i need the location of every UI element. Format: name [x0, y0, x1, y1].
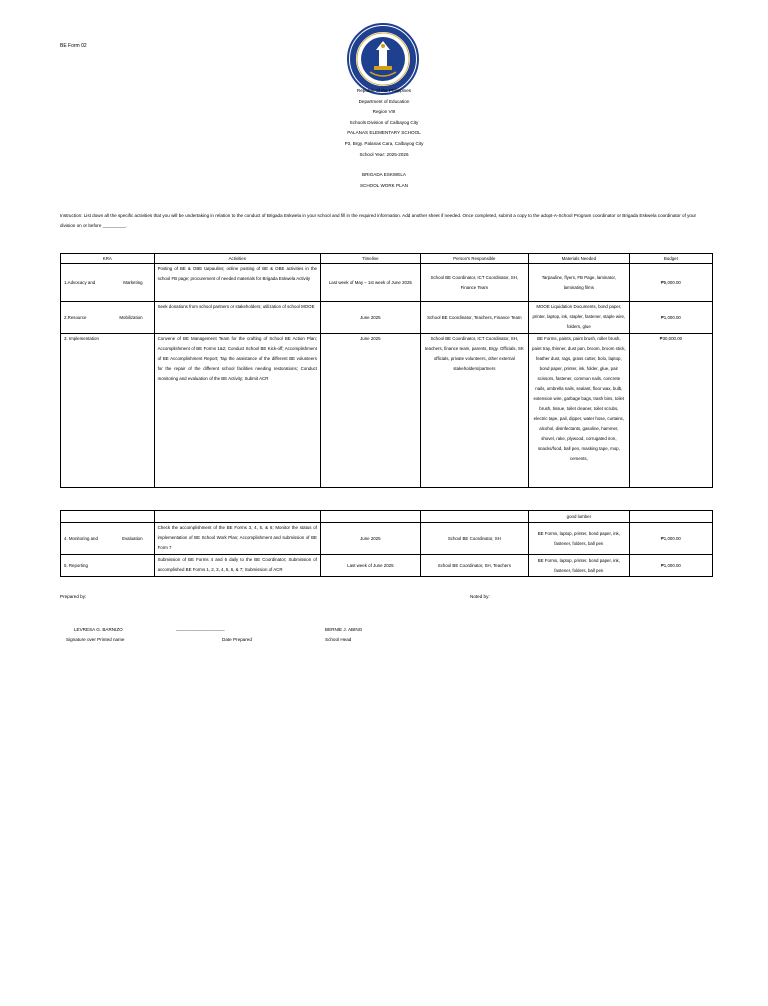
title-work-plan: SCHOOL WORK PLAN	[359, 182, 409, 188]
header-timeline: Timeline	[320, 254, 420, 264]
budget-cell: ₱5,000.00	[629, 264, 712, 302]
table-header-row	[61, 254, 713, 264]
table-row	[61, 334, 713, 488]
materials-cell: BE Forms, laptop, printer, bond paper, ink, fastener, folders, ball pen	[528, 523, 629, 555]
timeline-cell: Last week of June 2025	[320, 555, 420, 577]
table-row	[61, 264, 713, 302]
persons-cell: School BE Coordinator, ICT Coordinator, SH, Finance Team	[420, 264, 528, 302]
materials-cell: BE Forms, paints, paint brush, roller brush, paint tray, thinner, dust pan, broom, broom stick, feather dust, rags, grass cutter, bolo, laptop, bond paper, printer, ink, folder, glue, pair scissors, fastener, common nails, concrete nails, umbrella nails, sealant, floor wax, bulb, extension wire, garbage bags, trash bins, toilet brush, tissue, toilet cleaner, toilet scrubs, electric tape, pail, dipper, water hose, curtains, alcohol, disinfectants, gasoline, hammer, shovel, rake, plywood, corrugated iron, snacks/food, ball pen, masking tape, mop, cements,	[528, 334, 629, 488]
header-activities: Activities	[154, 254, 320, 264]
prepared-by-label: Prepared by:	[60, 594, 87, 599]
budget-cell: ₱1,000.00	[629, 302, 712, 334]
persons-cell: School BE Coordinator, ICT Coordinator, SH, teachers, finance team, parents, Brgy. Officials, SK officials, private volunteers, other external stakeholders/partners	[420, 334, 528, 488]
kra-cell: 5. Reporting	[61, 555, 155, 577]
kra-label-2: Evaluation	[122, 535, 143, 541]
date-caption: Date Prepared	[222, 637, 252, 642]
budget-cell: ₱30,000.00	[629, 334, 712, 488]
kra-label: 4. Monitoring and	[64, 535, 98, 541]
table-row	[61, 511, 713, 523]
header-line-address: P3, Brgy. Palanas Cara, Calbayog City	[344, 140, 424, 146]
activities-cell: Seek donations from school partners or stakeholders; utilization of school MOOE	[154, 302, 320, 334]
budget-cell: ₱1,000.00	[629, 555, 712, 577]
noted-by-label: Noted by:	[470, 594, 490, 599]
school-head-name: BERNIE J. ABING	[325, 627, 363, 632]
timeline-cell: June 2025	[320, 523, 420, 555]
header-budget: Budget	[629, 254, 712, 264]
form-label: BE Form 02	[60, 43, 87, 49]
persons-cell: School BE Coordinator, Teachers, Finance Team	[420, 302, 528, 334]
preparer-caption: Signature over Printed name	[66, 637, 125, 642]
document-header	[234, 86, 534, 191]
kra-cell	[61, 264, 155, 302]
header-line-country: Republic of the Philippines	[356, 88, 412, 93]
kra-cell: 3. Implementation	[61, 334, 155, 488]
materials-cell: Tarpauline, flyers, FB Page, laminator, laminating films	[528, 264, 629, 302]
header-line-school: PALANAS ELEMENTARY SCHOOL	[347, 130, 421, 136]
budget-cell: ₱1,000.00	[629, 523, 712, 555]
header-line-region: Region VIII	[372, 109, 396, 115]
header-line-division: Schools Division of Calbayog City	[349, 119, 419, 125]
header-kra: KRA	[61, 254, 155, 264]
title-brigada: BRIGADA ESKWELA	[362, 172, 406, 178]
table-row	[61, 555, 713, 577]
kra-label: 2.Resource	[64, 314, 87, 320]
activities-cell: Posting of BE & OBE tarpaulins; online posting of BE & OBE activities in the school FB page; procurement of needed materials for Brigada Eskwela Activity	[154, 264, 320, 302]
materials-cell: BE Forms, laptop, printer, bond paper, ink, fastener, folders, ball pen	[528, 555, 629, 577]
kra-label-2: Marketing	[123, 279, 143, 285]
activities-cell: Submission of BE Forms 4 and 6 daily to the BE Coordinator; Submission of accomplished BE Forms 1, 2, 3, 4, 5, 6, & 7; Submission of ACR	[154, 555, 320, 577]
table-row	[61, 302, 713, 334]
date-line: ___________________	[176, 626, 225, 631]
activities-cell: Convene of BE Management Team for the crafting of School BE Action Plan; Accomplishment of BE Forms 1&2; Conduct School BE Kick-off; Accomplishment of BE Accomplishment Report; Tap the assistance of the different BE volunteers for the repair of the different school facilities needing restorations; Conduct monitoring and evaluation of the BE Activity; Submit ACR	[154, 334, 320, 488]
instruction-text: Instruction: List down all the specific activities that you will be undertaking in relation to the conduct of Brigada Eskwela in your school and fill in the required information. Add another sheet if needed. Once completed, submit a copy to the adopt-A-School Program coordinator or Brigada Eskwela coordinator of your division on or before _________.	[60, 213, 697, 228]
materials-continuation: good lumber	[528, 511, 629, 523]
timeline-cell: June 2025	[320, 302, 420, 334]
persons-cell: School BE Coordinator, SH	[420, 523, 528, 555]
kra-label-2: Mobilization	[119, 314, 143, 320]
work-plan-table-continued	[60, 510, 713, 577]
timeline-cell: June 2025	[320, 334, 420, 488]
kra-cell	[61, 523, 155, 555]
work-plan-table	[60, 253, 713, 488]
materials-cell: MOOE Liquidation Documents, bond paper, printer, laptop, ink, stapler, fastener, staple wire, folders, glue	[528, 302, 629, 334]
kra-label: 1.Advocacy and	[64, 279, 96, 285]
school-head-caption: School Head	[325, 637, 352, 642]
header-line-department: Department of Education	[358, 98, 410, 104]
timeline-cell: Last week of May – 1st week of June 2025	[320, 264, 420, 302]
header-materials: Materials Needed	[528, 254, 629, 264]
table-row	[61, 523, 713, 555]
persons-cell: School BE Coordinator, SH, Teachers	[420, 555, 528, 577]
header-persons: Person's Responsible	[420, 254, 528, 264]
preparer-name: LEVRESA G. BARNIZO	[74, 627, 123, 632]
kra-cell	[61, 302, 155, 334]
header-line-school-year: School Year: 2025-2026	[359, 151, 409, 157]
activities-cell: Check the accomplishment of the BE Forms 3, 4, 5, & 6; Monitor the status of implementation of BE School Work Plan; Accomplishment and submission of BE Form 7	[154, 523, 320, 555]
deped-seal-icon	[346, 22, 420, 96]
